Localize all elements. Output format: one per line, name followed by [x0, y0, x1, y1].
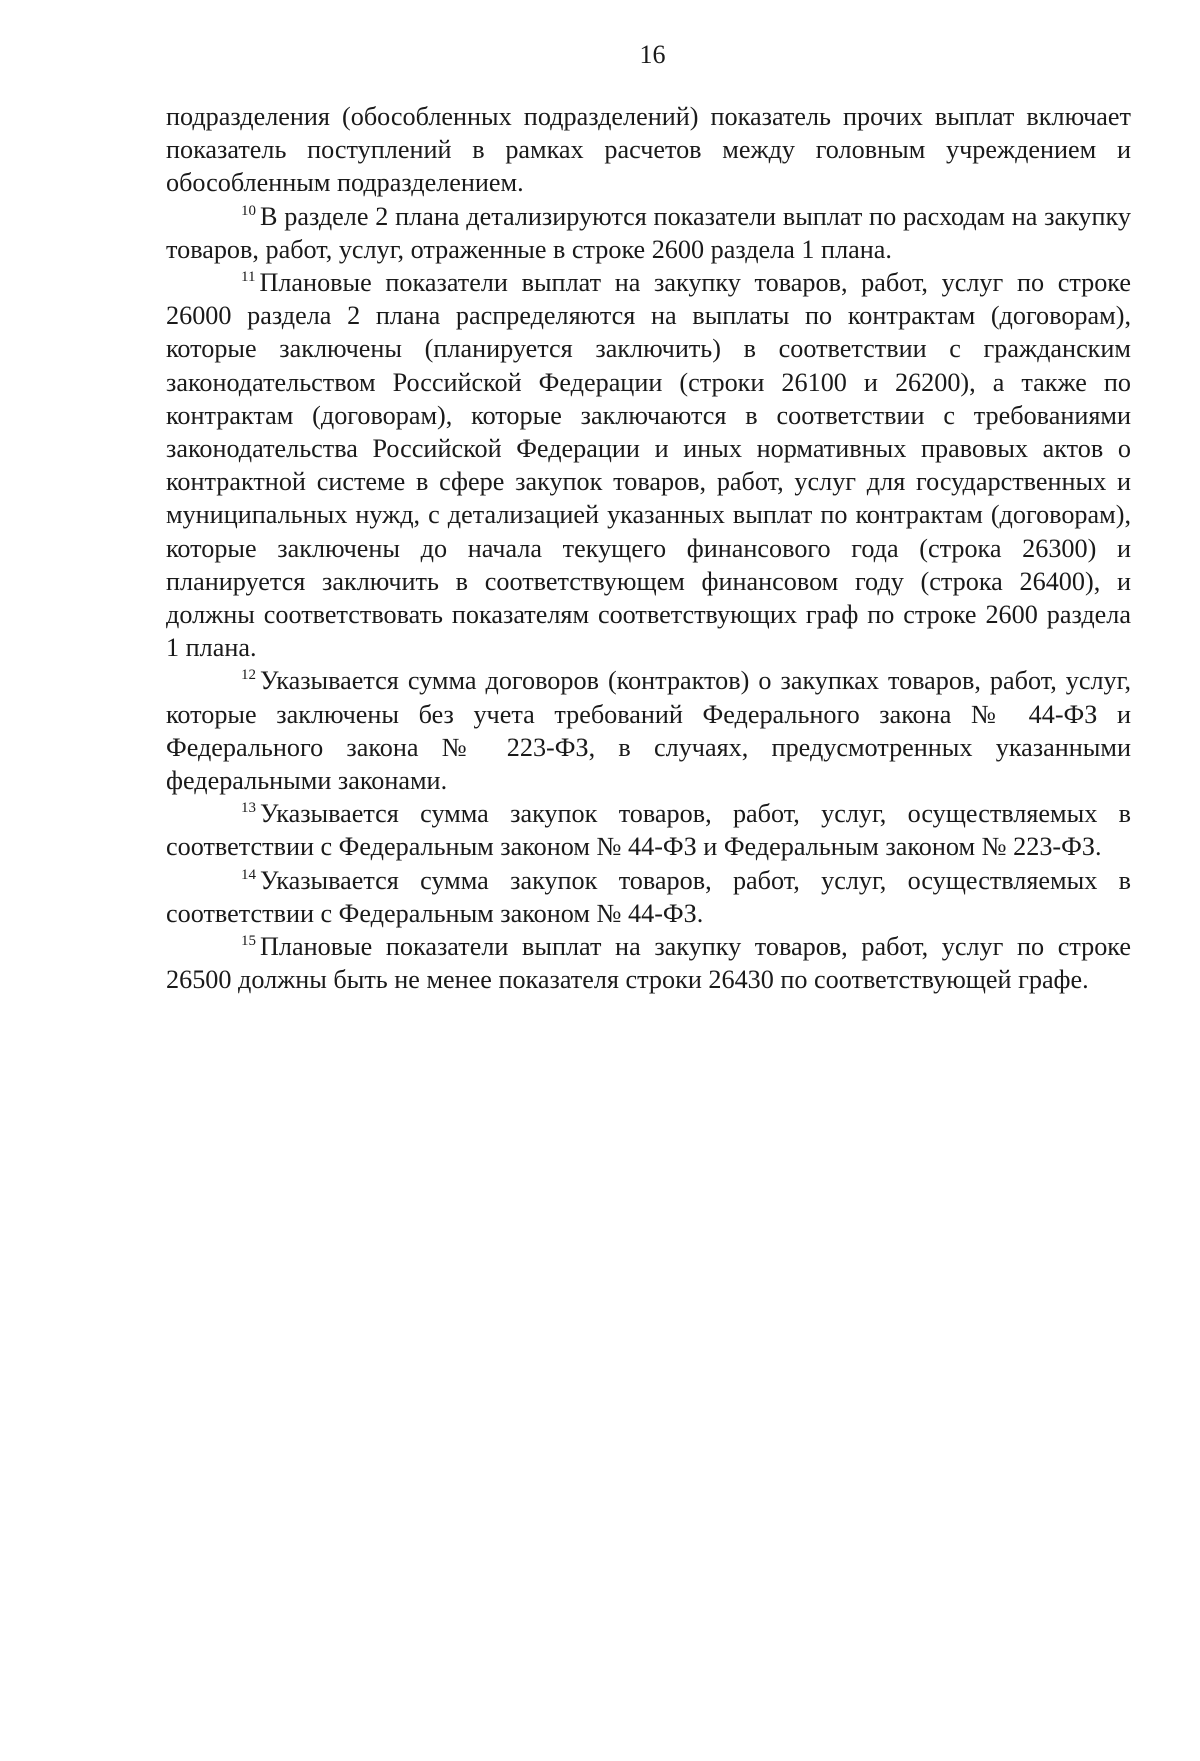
- footnote-mark: 13: [241, 800, 256, 817]
- footnote-text: Указывается сумма закупок товаров, работ, услуг, осуществляемых в соответствии с Федеральным законом № 44-ФЗ и Федеральным законом № 223-ФЗ.: [166, 799, 1131, 862]
- footnote-mark: 12: [241, 667, 256, 684]
- footnote-mark: 10: [241, 202, 256, 219]
- footnote-mark: 15: [241, 933, 256, 950]
- footnote-text: Плановые показатели выплат на закупку товаров, работ, услуг по строке 26500 должны быть не менее показателя строки 26430 по соответствующей графе.: [166, 932, 1131, 995]
- footnote-12: [166, 664, 1131, 797]
- footnotes-text: [166, 100, 1131, 996]
- footnote-13: [166, 797, 1131, 863]
- footnote-mark: 14: [241, 866, 256, 883]
- footnote-text: В разделе 2 плана детализируются показатели выплат по расходам на закупку товаров, работ, услуг, отраженные в строке 2600 раздела 1 плана.: [166, 201, 1131, 264]
- footnote-text: Указывается сумма договоров (контрактов) о закупках товаров, работ, услуг, которые заключены без учета требований Федерального закона № 44-ФЗ и Федерального закона № 223-ФЗ, в случаях, предусмотренных указанными федеральными законами.: [166, 666, 1131, 796]
- page-number: 16: [639, 40, 666, 69]
- continuation-paragraph: подразделения (обособленных подразделений) показатель прочих выплат включает показатель поступлений в рамках расчетов между головным учреждением и обособленным подразделением.: [166, 102, 1131, 198]
- footnote-text: Указывается сумма закупок товаров, работ, услуг, осуществляемых в соответствии с Федеральным законом № 44-ФЗ.: [166, 865, 1131, 928]
- footnote-10: [166, 200, 1131, 266]
- footnote-15: [166, 930, 1131, 996]
- footnote-11: [166, 266, 1131, 664]
- footnote-text: Плановые показатели выплат на закупку товаров, работ, услуг по строке 26000 раздела 2 плана распределяются на выплаты по контрактам (договорам), которые заключены (планируется заключить) в соответствии с гражданским законодательством Российской Федерации (строки 26100 и 26200), а также по контрактам (договорам), которые заключаются в соответствии с требованиями законодательства Российской Федерации и иных нормативных правовых актов о контрактной системе в сфере закупок товаров, работ, услуг для государственных и муниципальных нужд, с детализацией указанных выплат по контрактам (договорам), которые заключены до начала текущего финансового года (строка 26300) и планируется заключить в соответствующем финансовом году (строка 26400), и должны соответствовать показателям соответствующих граф по строке 2600 раздела 1 плана.: [166, 268, 1131, 663]
- footnote-14: [166, 864, 1131, 930]
- footnote-mark: 11: [241, 269, 256, 286]
